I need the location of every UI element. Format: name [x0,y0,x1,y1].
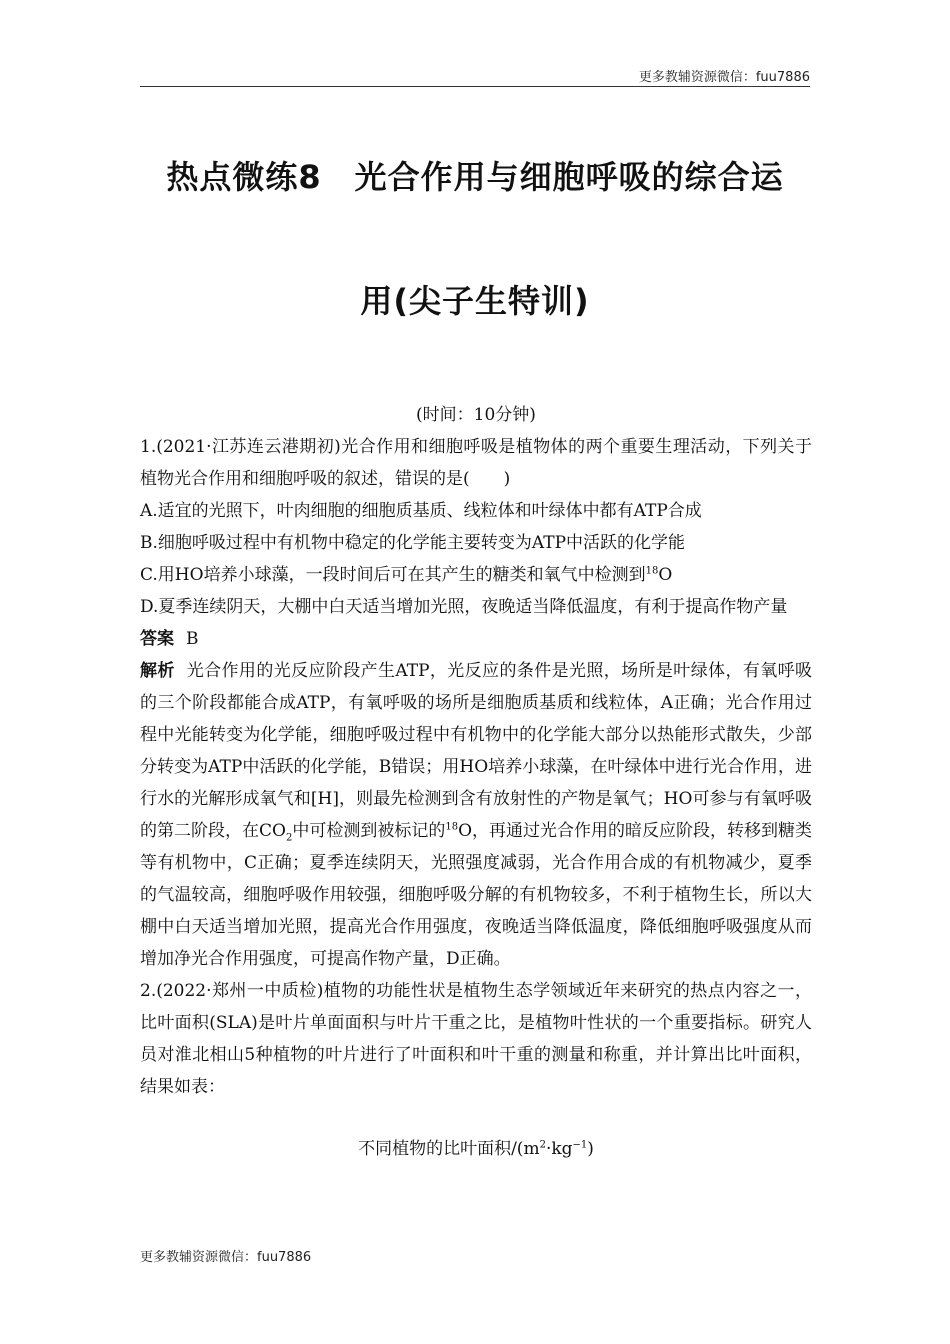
analysis-text-1: 光合作用的光反应阶段产生ATP，光反应的条件是光照，场所是叶绿体，有氧呼吸的三个阶段都能合成ATP，有氧呼吸的场所是细胞质基质和线粒体，A正确；光合作用过程中光能转变为化学能，细胞呼吸过程中有机物中的化学能大部分以热能形式散失，少部分转变为ATP中活跃的化学能，B错误；用HO培养小球藻，在叶绿体中进行光合作用，进行水的光解形成氧气和[H]，则最先检测到含有放射性的产物是氧气；HO可参与有氧呼吸的第二阶段，在CO [140,661,813,841]
question-2-stem [140,975,812,1103]
question-1-text: )光合作用和细胞呼吸是植物体的两个重要生理活动，下列关于植物光合作用和细胞呼吸的叙述，错误的是( ) [140,437,812,489]
analysis-label: 解析 [140,661,175,681]
caption-sup-2: −1 [572,1139,588,1151]
option-c-element: O [658,565,673,585]
caption-text: 不同植物的比叶面积/(m [358,1139,540,1159]
analysis-isotope: 18 [445,821,459,833]
caption-close: ) [587,1139,594,1159]
analysis-text-3: O，再通过光合作用的暗反应阶段，转移到糖类等有机物中，C正确；夏季连续阴天，光照强度减弱，光合作用合成的有机物减少，夏季的气温较高，细胞呼吸作用较强，细胞呼吸分解的有机物较多，不利于植物生长，所以大棚中白天适当增加光照，提高光合作用强度，夜晚适当降低温度，降低细胞呼吸强度从而增加净光合作用强度，可提高作物产量，D正确。 [140,821,812,969]
question-1-answer [140,623,812,655]
page-title-line-2: 用(尖子生特训) [360,282,590,320]
answer-value: B [186,629,199,649]
question-2-text: )植物的功能性状是植物生态学领域近年来研究的热点内容之一，比叶面积(SLA)是叶片单面面积与叶片干重之比，是植物叶性状的一个重要指标。研究人员对淮北相山5种植物的叶片进行了叶面积和叶干重的测量和称重，并计算出比叶面积，结果如表： [140,981,812,1097]
caption-unit: ·kg [545,1139,573,1159]
document-body [140,399,812,1165]
question-2-number: 2.(2022· [140,981,212,1001]
analysis-text-2: 中可检测到被标记的 [292,821,446,841]
question-1-option-c [140,559,812,591]
page-footer: 更多教辅资源微信：fuu7886 [140,1250,312,1265]
option-c-text: C.用HO培养小球藻，一段时间后可在其产生的糖类和氧气中检测到 [140,565,646,585]
analysis-subscript: 2 [285,832,293,844]
table-caption [140,1133,812,1165]
caption-sup-1: 2 [539,1139,546,1151]
question-1-option-a: A.适宜的光照下，叶肉细胞的细胞质基质、线粒体和叶绿体中都有ATP合成 [140,501,702,521]
option-c-isotope: 18 [645,565,659,577]
time-note: (时间：10分钟) [416,405,536,425]
question-2-source: 郑州一中质检 [211,981,317,1001]
question-1-analysis [140,655,812,975]
page-header: 更多教辅资源微信：fuu7886 [638,70,810,85]
answer-label: 答案 [140,629,174,649]
question-1-number: 1.(2021· [140,437,212,457]
question-1-stem [140,431,812,495]
question-1-source: 江苏连云港期初 [211,437,335,457]
question-1-option-b: B.细胞呼吸过程中有机物中稳定的化学能主要转变为ATP中活跃的化学能 [140,533,686,553]
question-1-option-d: D.夏季连续阴天，大棚中白天适当增加光照，夜晚适当降低温度，有利于提高作物产量 [140,597,788,617]
header-rule [140,86,810,87]
page-title-line-1: 热点微练8 光合作用与细胞呼吸的综合运 [166,158,784,196]
